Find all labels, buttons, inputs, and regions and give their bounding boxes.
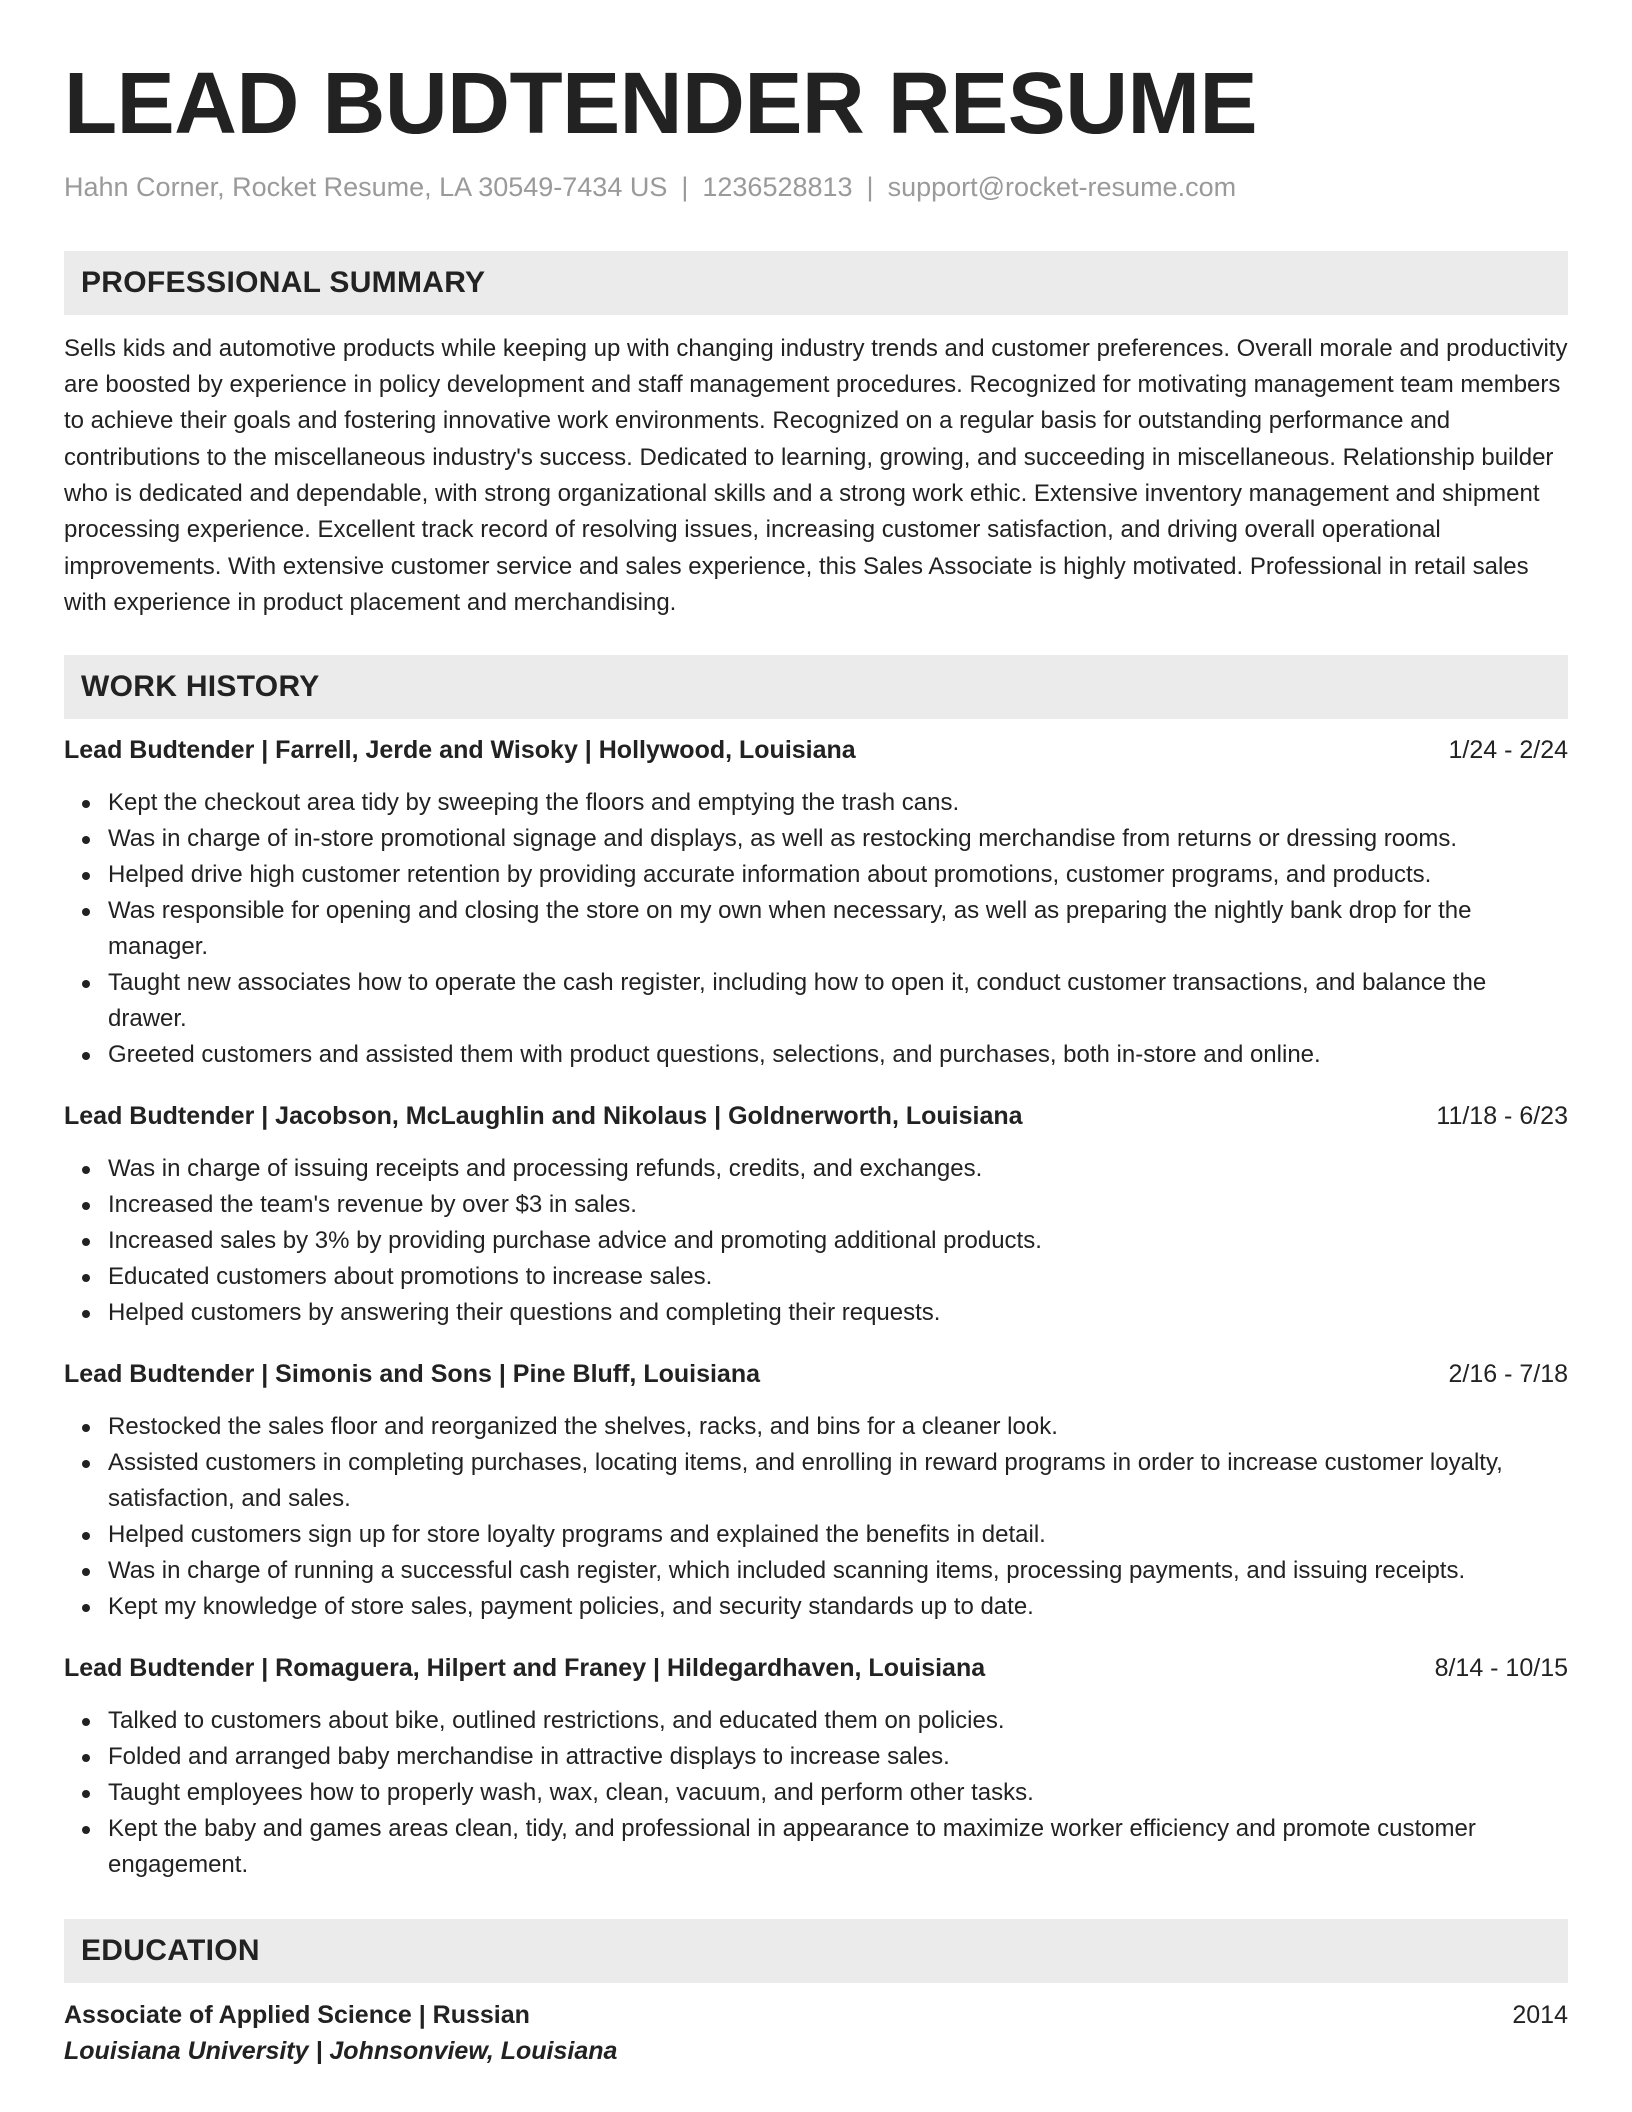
job-bullet: Helped customers sign up for store loyalty programs and explained the benefits in detail. bbox=[108, 1517, 1568, 1553]
job-bullet: Taught employees how to properly wash, wax, clean, vacuum, and perform other tasks. bbox=[108, 1775, 1568, 1811]
contact-separator: | bbox=[681, 171, 689, 202]
job-bullet: Helped customers by answering their questions and completing their requests. bbox=[108, 1295, 1568, 1331]
work-section-header bbox=[64, 655, 1568, 719]
job-bullet: Was responsible for opening and closing the store on my own when necessary, as well as preparing the nightly bank drop for the manager. bbox=[108, 893, 1568, 965]
job-entry bbox=[64, 1357, 1568, 1625]
education-section-header bbox=[64, 1919, 1568, 1983]
contact-separator: | bbox=[866, 171, 874, 202]
job-bullets bbox=[64, 785, 1568, 1073]
job-bullet: Was in charge of issuing receipts and processing refunds, credits, and exchanges. bbox=[108, 1151, 1568, 1187]
education-header bbox=[64, 1997, 1568, 2033]
job-header bbox=[64, 733, 1568, 767]
contact-address: Hahn Corner, Rocket Resume, LA 30549-7434 US bbox=[64, 171, 668, 202]
job-bullet: Kept the baby and games areas clean, tidy, and professional in appearance to maximize worker efficiency and promote customer engagement. bbox=[108, 1811, 1568, 1883]
summary-heading: PROFESSIONAL SUMMARY bbox=[81, 265, 486, 299]
job-header bbox=[64, 1651, 1568, 1685]
job-bullet: Kept my knowledge of store sales, payment policies, and security standards up to date. bbox=[108, 1589, 1568, 1625]
contact-line bbox=[64, 170, 1568, 205]
job-bullet: Kept the checkout area tidy by sweeping the floors and emptying the trash cans. bbox=[108, 785, 1568, 821]
contact-phone: 1236528813 bbox=[702, 171, 853, 202]
job-bullet: Greeted customers and assisted them with product questions, selections, and purchases, both in-store and online. bbox=[108, 1037, 1568, 1073]
work-history bbox=[64, 733, 1568, 1883]
job-bullet: Restocked the sales floor and reorganized the shelves, racks, and bins for a cleaner look. bbox=[108, 1409, 1568, 1445]
summary-text: Sells kids and automotive products while keeping up with changing industry trends and customer preferences. Overall morale and productivity are boosted by experience in policy development and staff management procedures. Recognized for motivating management team members to achieve their goals and fostering innovative work environments. Recognized on a regular basis for outstanding performance and contributions to the miscellaneous industry's success. Dedicated to learning, growing, and succeeding in miscellaneous. Relationship builder who is dedicated and dependable, with strong organizational skills and a strong work ethic. Extensive inventory management and shipment processing experience. Excellent track record of resolving issues, increasing customer satisfaction, and driving overall operational improvements. With extensive customer service and sales experience, this Sales Associate is highly motivated. Professional in retail sales with experience in product placement and merchandising. bbox=[64, 334, 1568, 616]
job-bullet: Helped drive high customer retention by providing accurate information about promotions, customer programs, and products. bbox=[108, 857, 1568, 893]
job-entry bbox=[64, 1651, 1568, 1883]
job-header bbox=[64, 1099, 1568, 1133]
job-bullet: Was in charge of running a successful cash register, which included scanning items, processing payments, and issuing receipts. bbox=[108, 1553, 1568, 1589]
job-dates: 11/18 - 6/23 bbox=[1436, 1102, 1568, 1131]
job-bullet: Assisted customers in completing purchases, locating items, and enrolling in reward programs in order to increase customer loyalty, satisfaction, and sales. bbox=[108, 1445, 1568, 1517]
job-dates: 2/16 - 7/18 bbox=[1448, 1360, 1568, 1389]
education-school: Louisiana University | Johnsonview, Louisiana bbox=[64, 2037, 618, 2066]
resume-title: LEAD BUDTENDER RESUME bbox=[64, 55, 1258, 152]
job-bullet: Increased sales by 3% by providing purchase advice and promoting additional products. bbox=[108, 1223, 1568, 1259]
job-header bbox=[64, 1357, 1568, 1391]
job-title: Lead Budtender | Romaguera, Hilpert and Franey | Hildegardhaven, Louisiana bbox=[64, 1654, 986, 1683]
job-bullets bbox=[64, 1409, 1568, 1625]
job-dates: 8/14 - 10/15 bbox=[1434, 1654, 1568, 1683]
job-bullet: Was in charge of in-store promotional signage and displays, as well as restocking merchandise from returns or dressing rooms. bbox=[108, 821, 1568, 857]
job-title: Lead Budtender | Farrell, Jerde and Wisoky | Hollywood, Louisiana bbox=[64, 736, 856, 765]
education-degree: Associate of Applied Science | Russian bbox=[64, 2001, 530, 2030]
education-heading: EDUCATION bbox=[81, 1934, 260, 1968]
job-bullet: Increased the team's revenue by over $3 in sales. bbox=[108, 1187, 1568, 1223]
job-entry bbox=[64, 733, 1568, 1073]
job-bullet: Educated customers about promotions to increase sales. bbox=[108, 1259, 1568, 1295]
job-title: Lead Budtender | Jacobson, McLaughlin and Nikolaus | Goldnerworth, Louisiana bbox=[64, 1102, 1023, 1131]
job-dates: 1/24 - 2/24 bbox=[1448, 736, 1568, 765]
job-bullet: Folded and arranged baby merchandise in attractive displays to increase sales. bbox=[108, 1739, 1568, 1775]
work-heading: WORK HISTORY bbox=[81, 670, 320, 704]
job-bullets bbox=[64, 1151, 1568, 1331]
job-bullet: Talked to customers about bike, outlined restrictions, and educated them on policies. bbox=[108, 1703, 1568, 1739]
job-title: Lead Budtender | Simonis and Sons | Pine Bluff, Louisiana bbox=[64, 1360, 761, 1389]
job-entry bbox=[64, 1099, 1568, 1331]
education-entry bbox=[64, 1997, 1568, 2069]
contact-email: support@rocket-resume.com bbox=[887, 171, 1237, 202]
job-bullet: Taught new associates how to operate the cash register, including how to open it, conduct customer transactions, and balance the drawer. bbox=[108, 965, 1568, 1037]
summary-section-header bbox=[64, 251, 1568, 315]
job-bullets bbox=[64, 1703, 1568, 1883]
education-year: 2014 bbox=[1512, 2001, 1568, 2030]
